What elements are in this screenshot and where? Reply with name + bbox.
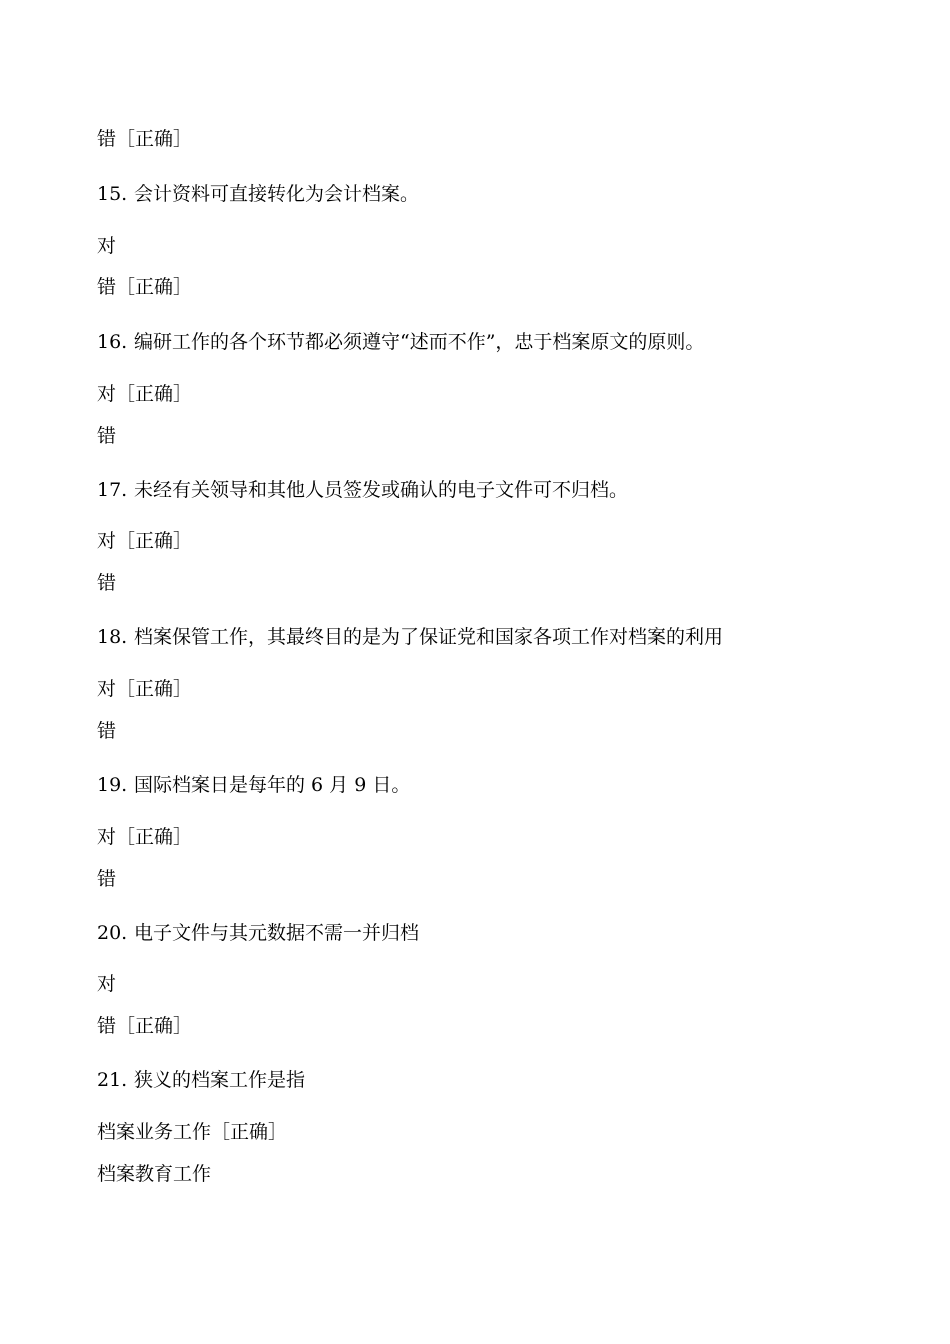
answer-option: 错［正确］	[97, 1015, 193, 1037]
question-number: 15.	[97, 183, 128, 205]
answer-option: 错	[97, 720, 117, 742]
question-text: 未经有关领导和其他人员签发或确认的电子文件可不归档。	[134, 479, 629, 501]
question-number: 18.	[97, 626, 128, 648]
question-number: 21.	[97, 1069, 128, 1091]
question-number: 17.	[97, 479, 128, 501]
answer-option: 对［正确］	[97, 383, 193, 405]
question-text: 编研工作的各个环节都必须遵守“述而不作”，忠于档案原文的原则。	[134, 331, 705, 353]
answer-option: 对［正确］	[97, 678, 193, 700]
question-text: 会计资料可直接转化为会计档案。	[134, 183, 420, 205]
answer-option: 错	[97, 425, 117, 447]
question-16	[97, 330, 704, 354]
question-15	[97, 182, 419, 206]
question-19	[97, 773, 410, 797]
answer-option: 档案教育工作	[97, 1163, 212, 1185]
answer-option: 档案业务工作［正确］	[97, 1121, 288, 1143]
answer-option: 对	[97, 235, 117, 257]
answer-option: 错［正确］	[97, 276, 193, 298]
question-number: 16.	[97, 331, 128, 353]
question-21	[97, 1068, 305, 1092]
answer-option: 对	[97, 973, 117, 995]
question-20	[97, 921, 419, 945]
question-17	[97, 478, 628, 502]
question-text: 狭义的档案工作是指	[134, 1069, 306, 1091]
answer-option: 错	[97, 572, 117, 594]
question-number: 20.	[97, 922, 128, 944]
answer-option: 错	[97, 868, 117, 890]
answer-option: 对［正确］	[97, 530, 193, 552]
question-text: 档案保管工作，其最终目的是为了保证党和国家各项工作对档案的利用	[134, 626, 724, 648]
question-number: 19.	[97, 774, 128, 796]
answer-option: 错［正确］	[97, 128, 193, 150]
question-text: 国际档案日是每年的 6 月 9 日。	[134, 774, 411, 796]
question-18	[97, 625, 723, 649]
question-text: 电子文件与其元数据不需一并归档	[134, 922, 420, 944]
answer-option: 对［正确］	[97, 826, 193, 848]
